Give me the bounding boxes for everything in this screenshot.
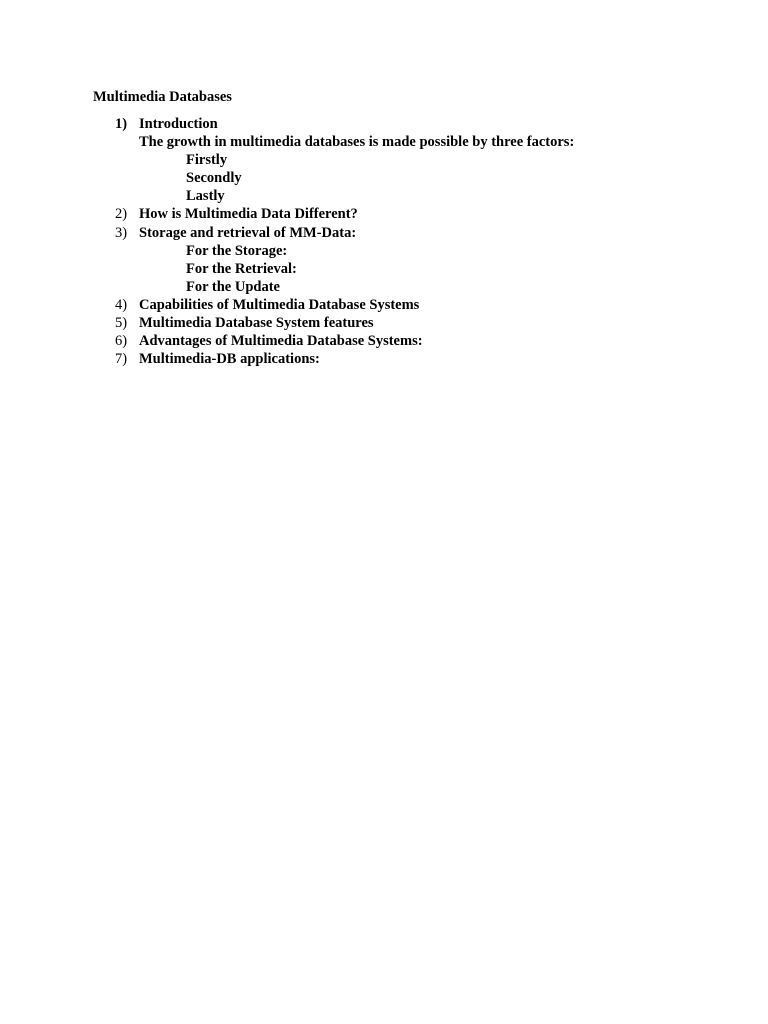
list-item: For the Retrieval: [186, 260, 297, 277]
section-intro-text: The growth in multimedia databases is made possible by three factors: [139, 134, 575, 151]
list-item: For the Update [186, 278, 280, 295]
section-1-item [0, 151, 768, 169]
section-heading: How is Multimedia Data Different? [139, 206, 358, 223]
section-1-item [0, 187, 768, 205]
section-4 [0, 296, 768, 314]
section-heading: Advantages of Multimedia Database Systems: [139, 333, 423, 350]
section-heading: Capabilities of Multimedia Database Systems [139, 296, 420, 313]
document-title: Multimedia Databases [93, 89, 232, 105]
section-6 [0, 332, 768, 350]
section-1 [0, 115, 768, 133]
section-heading: Introduction [139, 116, 218, 132]
section-7 [0, 350, 768, 368]
section-number: 6) [115, 333, 128, 350]
section-2 [0, 205, 768, 223]
section-3-item [0, 260, 768, 278]
section-number: 7) [115, 351, 128, 368]
list-item: Secondly [186, 170, 242, 187]
section-number: 3) [115, 224, 128, 241]
section-3-item [0, 242, 768, 260]
list-item: Firstly [186, 152, 228, 169]
section-number: 5) [115, 315, 128, 332]
section-1-item [0, 169, 768, 187]
section-1-intro [0, 133, 768, 151]
section-number: 1) [115, 116, 128, 132]
section-outline [0, 115, 768, 368]
section-5 [0, 314, 768, 332]
list-item: Lastly [186, 188, 225, 205]
section-3 [0, 224, 768, 242]
section-heading: Storage and retrieval of MM-Data: [139, 224, 357, 241]
section-number: 4) [115, 296, 128, 313]
section-number: 2) [115, 206, 128, 223]
section-heading: Multimedia-DB applications: [139, 351, 320, 368]
section-heading: Multimedia Database System features [139, 315, 374, 332]
section-3-item [0, 278, 768, 296]
list-item: For the Storage: [186, 242, 288, 259]
